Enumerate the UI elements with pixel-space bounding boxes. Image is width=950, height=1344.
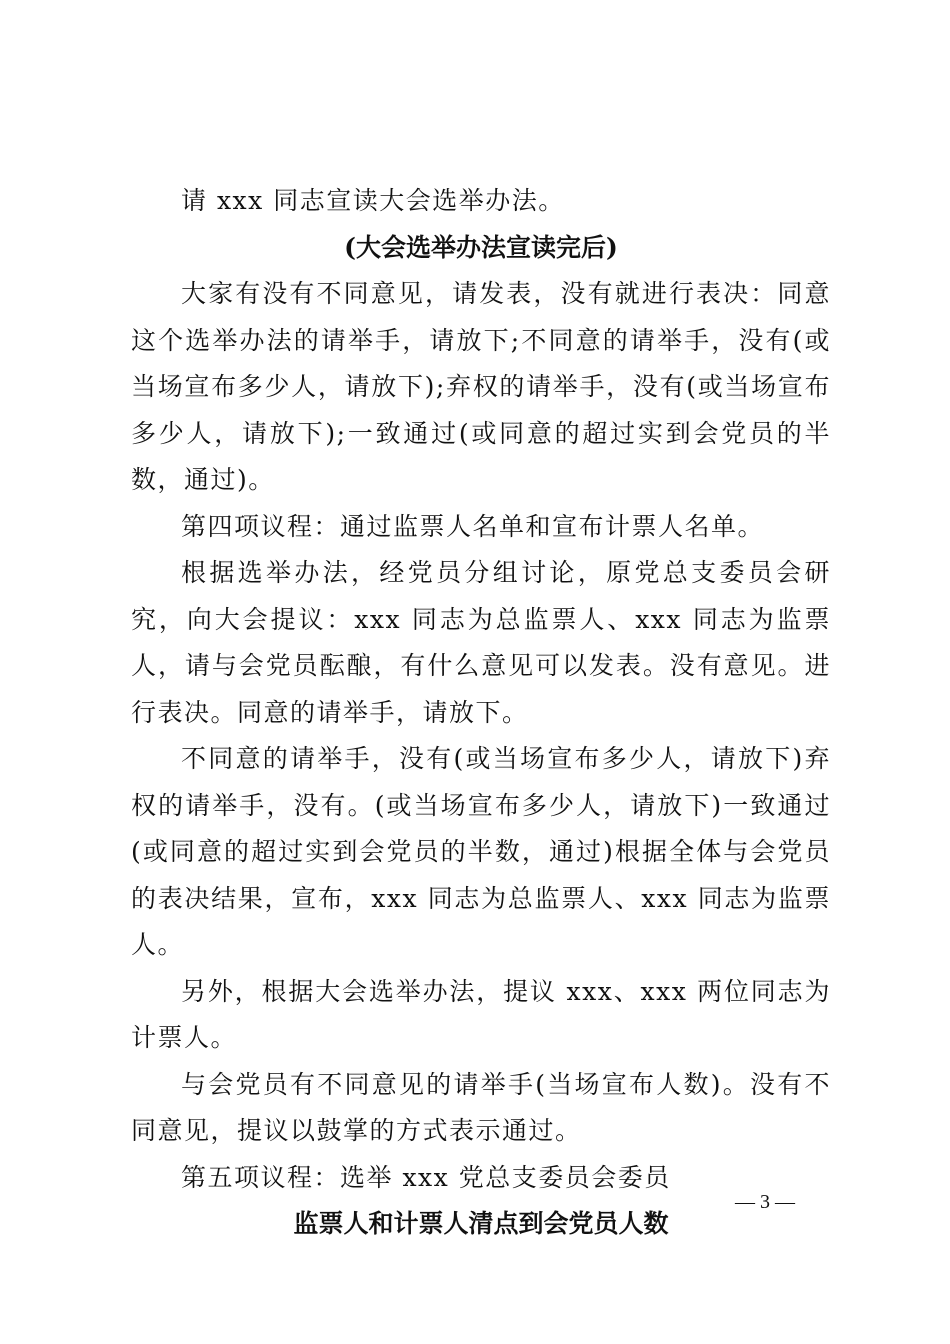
paragraph-read-election-method: 请 xxx 同志宣读大会选举办法。 (181, 186, 565, 215)
paragraph-counter-approval: 与会党员有不同意见的请举手(当场宣布人数)。没有不同意见，提议以鼓掌的方式表示通过。 (131, 1069, 831, 1145)
paragraph-propose-scrutineers: 根据选举办法，经党员分组讨论，原党总支委员会研究，向大会提议：xxx 同志为总监票人、xxx 同志为监票人，请与会党员酝酿，有什么意见可以发表。没有意见。进行表决。同意的请举手，请放下。 (131, 558, 831, 727)
paragraph-agenda-item-4: 第四项议程：通过监票人名单和宣布计票人名单。 (181, 511, 765, 541)
paragraph-scrutineer-vote-result: 不同意的请举手，没有(或当场宣布多少人，请放下)弃权的请举手，没有。(或当场宣布多少人，请放下)一致通过(或同意的超过实到会党员的半数，通过)根据全体与会党员的表决结果，宣布，xxx 同志为总监票人、xxx 同志为监票人。 (131, 744, 831, 959)
heading-count-members: 监票人和计票人清点到会党员人数 (293, 1209, 669, 1238)
paragraph-vote-election-method: 大家有没有不同意见，请发表，没有就进行表决：同意这个选举办法的请举手，请放下;不同意的请举手，没有(或当场宣布多少人，请放下);弃权的请举手，没有(或当场宣布多少人，请放下);一致通过(或同意的超过实到会党员的半数，通过)。 (131, 279, 831, 494)
paragraph-agenda-item-5: 第五项议程：选举 xxx 党总支委员会委员 (181, 1162, 671, 1192)
document-body (131, 178, 831, 1248)
page-number: — 3 — (735, 1191, 795, 1213)
paragraph-propose-counters: 另外，根据大会选举办法，提议 xxx、xxx 两位同志为计票人。 (131, 976, 831, 1052)
heading-after-reading: (大会选举办法宣读完后) (344, 232, 618, 262)
